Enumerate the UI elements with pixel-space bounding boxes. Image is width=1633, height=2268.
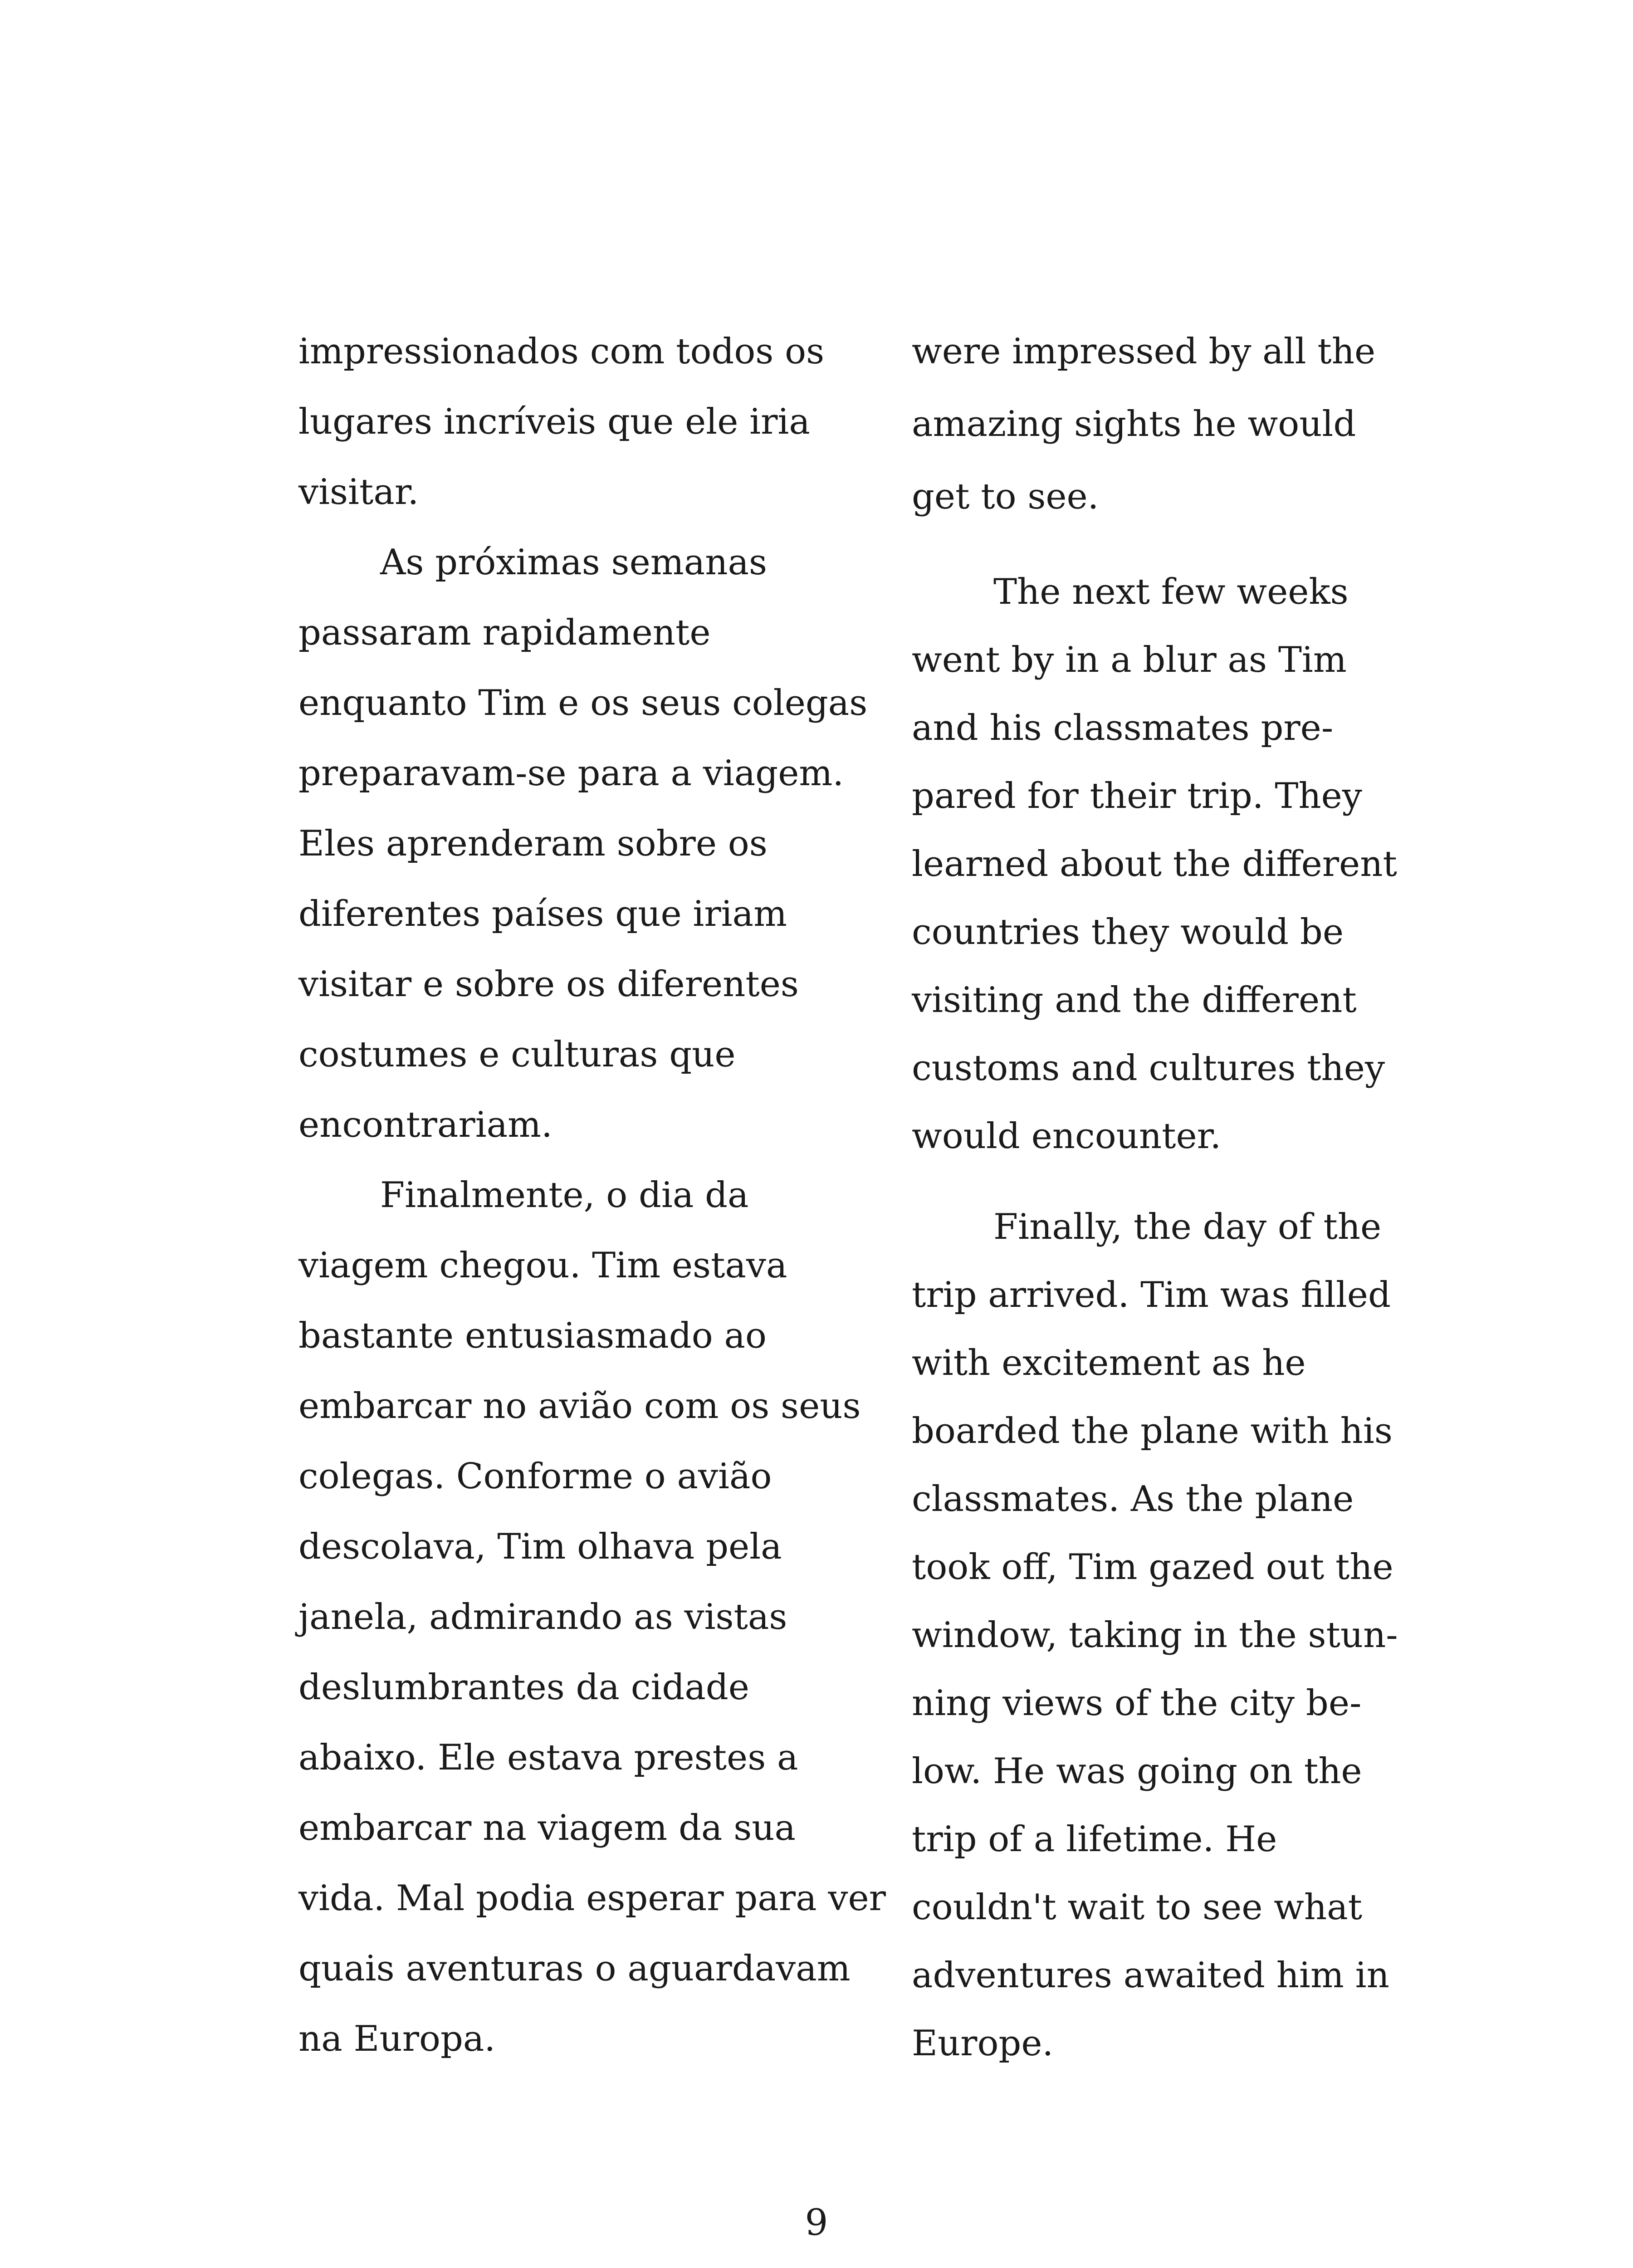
text-line: impressionados com todos os [298, 331, 825, 372]
text-line: took off, Tim gazed out the [912, 1547, 1393, 1588]
text-line: visiting and the different [912, 980, 1357, 1021]
text-line: and his classmates pre- [912, 708, 1334, 748]
text-line: trip of a lifetime. He [912, 1819, 1277, 1860]
text-line: couldn't wait to see what [912, 1887, 1363, 1928]
text-line: deslumbrantes da cidade [298, 1667, 749, 1708]
text-line: customs and cultures they [912, 1048, 1385, 1089]
text-line: pared for their trip. They [912, 776, 1362, 816]
text-line: quais aventuras o aguardavam [298, 1948, 851, 1989]
text-line: Eles aprenderam sobre os [298, 823, 768, 864]
text-line: bastante entusiasmado ao [298, 1315, 767, 1356]
text-line: get to see. [912, 476, 1099, 517]
text-line: with excitement as he [912, 1343, 1306, 1383]
text-line: encontrariam. [298, 1105, 552, 1145]
text-line: preparavam-se para a viagem. [298, 753, 844, 794]
text-line: viagem chegou. Tim estava [298, 1245, 787, 1286]
text-line: Europe. [912, 2023, 1054, 2064]
text-line: embarcar na viagem da sua [298, 1808, 796, 1848]
text-line: window, taking in the stun- [912, 1615, 1398, 1656]
text-line: were impressed by all the [912, 331, 1376, 372]
text-line: countries they would be [912, 912, 1344, 953]
text-line: low. He was going on the [912, 1751, 1362, 1792]
text-line: colegas. Conforme o avião [298, 1456, 772, 1497]
text-line: passaram rapidamente [298, 612, 711, 653]
text-line: went by in a blur as Tim [912, 640, 1347, 680]
paragraph-first-line: As próximas semanas [380, 542, 767, 583]
text-line: enquanto Tim e os seus colegas [298, 683, 868, 723]
text-line: adventures awaited him in [912, 1955, 1389, 1996]
text-line: vida. Mal podia esperar para ver [298, 1878, 886, 1919]
text-line: amazing sights he would [912, 404, 1356, 445]
text-line: would encounter. [912, 1116, 1222, 1157]
text-line: descolava, Tim olhava pela [298, 1526, 782, 1567]
text-line: janela, admirando as vistas [298, 1597, 787, 1637]
paragraph-first-line: Finally, the day of the [993, 1207, 1382, 1247]
text-line: boarded the plane with his [912, 1411, 1393, 1452]
page-number: 9 [805, 2201, 828, 2244]
text-line: visitar. [298, 472, 419, 513]
text-line: na Europa. [298, 2019, 496, 2059]
text-line: costumes e culturas que [298, 1034, 736, 1075]
text-line: lugares incríveis que ele iria [298, 401, 810, 442]
text-line: classmates. As the plane [912, 1479, 1354, 1520]
text-line: learned about the different [912, 844, 1397, 885]
text-line: diferentes países que iriam [298, 894, 787, 934]
text-line: trip arrived. Tim was filled [912, 1275, 1391, 1315]
text-line: visitar e sobre os diferentes [298, 964, 799, 1005]
text-line: ning views of the city be- [912, 1683, 1362, 1724]
text-line: embarcar no avião com os seus [298, 1386, 861, 1427]
paragraph-first-line: The next few weeks [993, 572, 1349, 612]
text-line: abaixo. Ele estava prestes a [298, 1737, 798, 1778]
paragraph-first-line: Finalmente, o dia da [380, 1175, 749, 1216]
